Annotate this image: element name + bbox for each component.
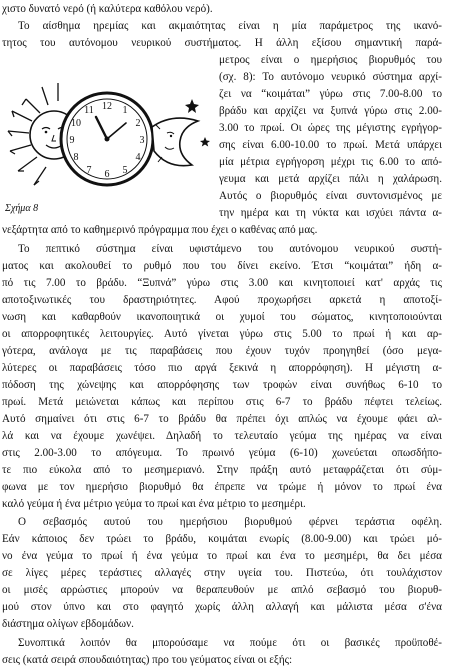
svg-text:3: 3 [139,135,145,146]
text-line: σεις (κατά σειρά σπουδαιότητας) προ του γεύματος είναι οι εξής: [2,654,293,666]
text-line: λά και να έχουμε χωνέψει. Δηλαδή το τελευταίο γεύμα της ημέρας να είναι [2,430,442,442]
text-line: τε πιο εύκολα από το μεσημεριανό. Στην πράξη αυτό μεταφράζεται ότι σύμ- [2,464,442,476]
text-line: νωση και καθαρθούν ικανοποιητικά οι χυμοί του σώματος, κινητοποιούνται [2,311,442,323]
text-line: οι απορροφητικές λειτουργίες. Αυτό γίνεται γύρω στις 5.00 το πρωί ή και αρ- [2,328,442,340]
clock-sun-moon-illustration [2,77,212,207]
svg-text:11: 11 [84,105,94,116]
text-line: μετρος είναι ο ημερήσιος βιορυθμός του [219,54,442,66]
text-line: γευμα και μετά αρχίζει πάλι η χαλάρωση. [219,173,442,185]
svg-text:8: 8 [73,152,79,163]
text-line: πρωί. Μετά μειώνεται κάπως και περίπου στις 6-7 το βράδυ πέφτει τελείως. [2,396,442,408]
text-line: νεξάρτητα από το καθημερινό πρόγραμμα που έχει ο καθένας από μας. [2,224,318,236]
text-line: πόδοση της χώνεψης και απορρόφησης των τροφών είναι συνήθως 6-10 το [2,379,442,391]
text-line: Συνοπτικά λοιπόν θα μπορούσαμε να πούμε ότι οι βασικές προϋποθέ- [18,637,442,649]
text-line: γότερα, ανάλογα με τις παραβάσεις που έχουν τυχόν προηγηθεί (όσο μεγα- [2,345,442,357]
svg-text:5: 5 [122,165,128,176]
text-line: ματος και ακολουθεί το ρυθμό που του δίνει εκείνο. Έτσι “κοιμάται” ήδη α- [2,260,442,272]
moon-icon [152,118,198,166]
text-line: στις 2.00-3.00 το απόγευμα. Το πρωινό γεύμα (6-10) χωνεύεται οπωσδήπο- [2,447,442,459]
figure-8-illustration [2,77,212,207]
text-line: (σχ. 8): Το αυτόνομο νευρικό σύστημα αρχί- [219,71,442,83]
text-line: διάστημα ολίγων εβδομάδων. [2,618,134,630]
text-line: φωνα με τον ημερήσιο βιορυθμό θα έπρεπε να τρώμε ή μόνον το πρωί ένα [2,481,442,493]
text-line: τητος του αυτόνομου νευρικού συστήματος. Η άλλη εξίσου σημαντική παρά- [2,37,442,49]
svg-text:10: 10 [71,118,81,129]
text-line: μού στον ύπνο και στο φαγητό χωρίς άλλη αλλαγή και μάλιστα μέσα σ'ένα [2,601,442,613]
text-line: Ο σεβασμός αυτού του ημερήσιου βιορυθμού φέρνει τεράστια οφέλη. [18,516,442,528]
text-line: 3.00 το πρωί. Οι ώρες της μέγιστης εγρήγορ- [219,122,442,134]
text-line: οι μισές αρρώστιες μπορούν να θεραπευθούν με απλό σεβασμό του βιορυθ- [2,584,442,596]
svg-text:4: 4 [135,152,141,163]
figure-caption: Σχήμα 8 [5,203,39,214]
svg-text:9: 9 [69,135,75,146]
text-line: Το πεπτικό σύστημα είναι υφιστάμενο του αυτόνομου νευρικού συστή- [18,243,442,255]
text-line: ζει να “κοιμάται” γύρω στις 7.00-8.00 το [219,88,442,100]
svg-text:1: 1 [122,105,128,116]
svg-text:2: 2 [135,118,141,129]
svg-text:6: 6 [104,169,110,180]
text-line: χιστο δυνατό νερό (ή καλύτερα καθόλου νερό). [2,3,213,15]
text-line: καλό γεύμα ή ένα μέτριο γεύμα το πρωί και ένα μέτριο το μεσημέρι. [2,498,306,510]
svg-text:12: 12 [102,101,112,112]
clock-icon [61,93,153,185]
text-line: την ημέρα και τη νύκτα και ισχύει πάντα α- [219,207,442,219]
text-line: Το αίσθημα ηρεμίας και ακμαιότητας είναι η μία παράμετρος της ικανό- [18,20,442,32]
text-line: Εάν κάποιος δεν τρώει το βράδυ, κοιμάται ενωρίς (8.00-9.00) και τρώει μό- [2,533,442,545]
text-line: λύτερες οι παραβάσεις τόσο πιο αργά ξεκινά η απορρόφηση). Η μέγιστη α- [2,362,442,374]
text-line: Αυτό σημαίνει ότι στις 6-7 το βράδυ θα πρέπει όχι απλώς να έχουμε φάει αλ- [2,413,442,425]
text-line: νο ένα γεύμα το πρωί ή ένα γεύμα το πρωί και ένα το μεσημέρι, θα δει μέσα [2,550,442,562]
text-line: μία μέτρια εγρήγορση μέχρι τις 6.00 το από- [219,156,442,168]
text-line: σης είναι 6.00-10.00 το πρωί. Μετά υπάρχει [219,139,442,151]
text-line: πό τις 7.00 το βράδυ. “Ξυπνά” γύρω στις 3.00 και κινητοποιεί κατ' αρχάς τις [2,277,442,289]
text-line: βράδυ και αρχίζει να ξυπνά γύρω στις 2.00- [219,105,442,117]
svg-text:7: 7 [86,165,92,176]
text-line: Αυτός ο βιορυθμός είναι συντονισμένος με [219,190,442,202]
text-line: αποτοξινωτικές του δραστηριότητες. Αφού προχωρήσει αρκετά η αποτοξί- [2,294,442,306]
text-line: σε λίγες μέρες τεράστιες αλλαγές στην υγεία του. Πιστεύω, ότι τουλάχιστον [2,567,442,579]
